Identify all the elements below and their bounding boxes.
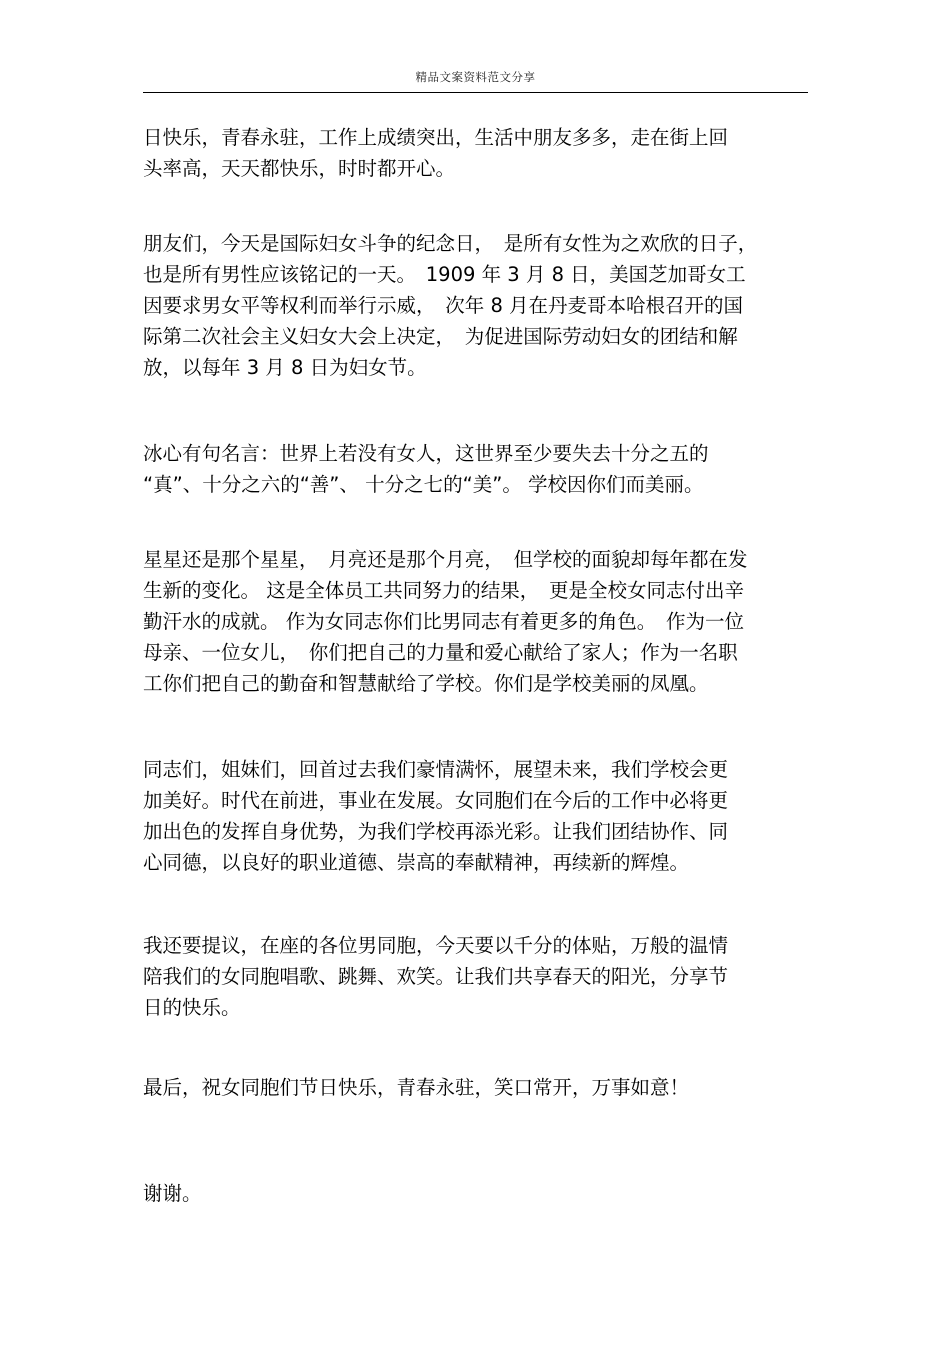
header-title: 精品文案资料范文分享	[415, 70, 536, 84]
text-line: 心同德，以良好的职业道德、崇高的奉献精神，再续新的辉煌。	[143, 851, 690, 874]
text-line: “真”、十分之六的“善”、 十分之七的“美”。 学校因你们而美丽。	[143, 473, 704, 496]
text-line: 日快乐，青春永驻，工作上成绩突出，生活中朋友多多，走在街上回	[143, 126, 729, 149]
text-line: 最后，祝女同胞们节日快乐，青春永驻，笑口常开，万事如意！	[143, 1076, 690, 1099]
text-line: 生新的变化。 这是全体员工共同努力的结果， 更是全校女同志付出辛	[143, 579, 744, 602]
text-line: 工你们把自己的勤奋和智慧献给了学校。你们是学校美丽的凤凰。	[143, 672, 709, 695]
text-line: 也是所有男性应该铭记的一天。 1909 年 3 月 8 日，美国芝加哥女工	[143, 263, 746, 286]
text-line: 谢谢。	[143, 1182, 202, 1205]
paragraph-2	[143, 228, 757, 383]
text-line: 勤汗水的成就。 作为女同志你们比男同志有着更多的角色。 作为一位	[143, 610, 744, 633]
text-line: 朋友们，今天是国际妇女斗争的纪念日， 是所有女性为之欢欣的日子，	[143, 232, 758, 255]
text-line: 母亲、一位女儿， 你们把自己的力量和爱心献给了家人；作为一名职	[143, 641, 738, 664]
paragraph-8	[143, 1178, 202, 1209]
text-line: 冰心有句名言：世界上若没有女人，这世界至少要失去十分之五的	[143, 442, 709, 465]
text-line: 同志们，姐妹们，回首过去我们豪情满怀，展望未来，我们学校会更	[143, 758, 729, 781]
paragraph-3	[143, 438, 709, 500]
page-header	[143, 66, 808, 93]
paragraph-4	[143, 544, 748, 699]
text-line: 星星还是那个星星， 月亮还是那个月亮， 但学校的面貌却每年都在发	[143, 548, 748, 571]
text-line: 我还要提议，在座的各位男同胞，今天要以千分的体贴，万般的温情	[143, 934, 729, 957]
paragraph-6	[143, 930, 728, 1023]
paragraph-1	[143, 122, 728, 184]
paragraph-7	[143, 1072, 689, 1103]
text-line: 陪我们的女同胞唱歌、跳舞、欢笑。让我们共享春天的阳光，分享节	[143, 965, 729, 988]
text-line: 加出色的发挥自身优势，为我们学校再添光彩。让我们团结协作、同	[143, 820, 729, 843]
text-line: 日的快乐。	[143, 996, 241, 1019]
text-line: 头率高，天天都快乐，时时都开心。	[143, 157, 456, 180]
text-line: 加美好。时代在前进，事业在发展。女同胞们在今后的工作中必将更	[143, 789, 729, 812]
text-line: 际第二次社会主义妇女大会上决定， 为促进国际劳动妇女的团结和解	[143, 325, 738, 348]
paragraph-5	[143, 754, 728, 878]
text-line: 因要求男女平等权利而举行示威， 次年 8 月在丹麦哥本哈根召开的国	[143, 294, 744, 317]
text-line: 放，以每年 3 月 8 日为妇女节。	[143, 356, 427, 379]
